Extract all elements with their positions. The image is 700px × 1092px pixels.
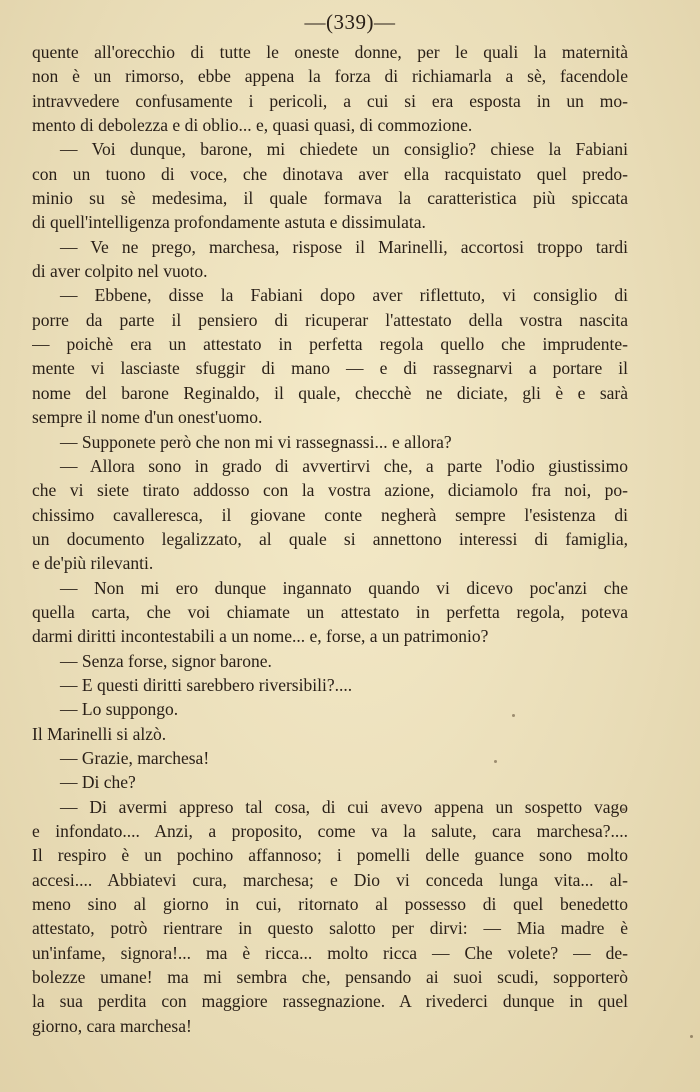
text-line: minio su sè medesima, il quale formava la caratteristica più spiccata [32,188,628,209]
text-line: che vi siete tirato addosso con la vostra azione, diciamolo fra noi, po- [32,480,628,501]
text-line: bolezze umane! ma mi sembra che, pensando ai suoi scudi, sopporterò [32,967,628,988]
text-line: sempre il nome d'un onest'uomo. [32,407,263,428]
text-line: e infondato.... Anzi, a proposito, come va la salute, cara marchesa?.... [32,821,628,841]
text-line: e de'più rilevanti. [32,553,154,574]
text-line: chissimo cavalleresca, il giovane conte negherà sempre l'esistenza di [32,504,628,525]
text-line: mente vi lasciaste sfuggir di mano — e di rassegnarvi a portare il [32,358,628,379]
text-line: un'infame, signora!... ma è ricca... molto ricca — Che volete? — de- [32,942,628,963]
text-line: — E questi diritti sarebbero riversibili?.... [60,674,353,695]
text-line: — Di avermi appreso tal cosa, di cui avevo appena un sospetto vago [60,796,628,817]
page-number: —(339)— [304,10,396,34]
text-line: — Senza forse, signor barone. [60,650,272,671]
text-line: attestato, potrò rientrare in questo salotto per dirvi: — Mia madre è [32,918,628,939]
text-line: nome del barone Reginaldo, il quale, checchè ne diciate, gli è e sarà [32,382,628,403]
text-line: — Lo suppongo. [60,699,179,720]
text-line: Il respiro è un pochino affannoso; i pomelli delle guance sono molto [32,845,628,866]
text-line: intravvedere confusamente i pericoli, a cui si era esposta in un mo- [32,90,628,111]
text-line: la sua perdita con maggiore rassegnazione. A rivederci dunque in quel [32,991,628,1012]
text-line: mento di debolezza e di oblio... e, quasi quasi, di commozione. [32,115,473,136]
paper-speck [494,760,497,763]
text-line: quella carta, che voi chiamate un attestato in perfetta regola, poteva [32,601,628,622]
text-line: accesi.... Abbiatevi cura, marchesa; e Dio vi conceda lunga vita... al- [32,869,628,890]
text-line: — Di che? [60,772,136,793]
text-line: — Ebbene, disse la Fabiani dopo aver riflettuto, vi consiglio di [60,285,628,306]
text-line: Il Marinelli si alzò. [32,723,167,744]
text-line: — Grazie, marchesa! [60,747,210,768]
text-line: — poichè era un attestato in perfetta regola quello che imprudente- [32,334,628,355]
text-line: di quell'intelligenza profondamente astuta e dissimulata. [32,212,426,233]
text-line: — Allora sono in grado di avvertirvi che, a parte l'odio giustissimo [60,455,628,476]
text-line: — Voi dunque, barone, mi chiedete un consiglio? chiese la Fabiani [60,139,628,160]
paper-speck [512,714,515,717]
text-line: — Ve ne prego, marchesa, rispose il Marinelli, accortosi troppo tardi [60,236,628,257]
paper-speck [622,808,625,811]
text-line: porre da parte il pensiero di ricuperar l'attestato della vostra nascita [32,309,628,330]
text-line: con un tuono di voce, che dinotava aver ella racquistato quel predo- [32,163,628,184]
text-line: — Non mi ero dunque ingannato quando vi dicevo poc'anzi che [60,577,628,598]
paper-speck [690,1035,693,1038]
text-line: darmi diritti incontestabili a un nome... e, forse, a un patrimonio? [32,626,489,647]
text-line: quente all'orecchio di tutte le oneste donne, per le quali la maternità [32,42,628,62]
text-line: — Supponete però che non mi vi rassegnassi... e allora? [60,431,452,452]
text-line: di aver colpito nel vuoto. [32,261,208,282]
text-line: un documento legalizzato, al quale si annettono interessi di famiglia, [32,528,628,549]
text-line: giorno, cara marchesa! [32,1015,192,1036]
text-line: non è un rimorso, ebbe appena la forza di richiamarla a sè, facendole [32,66,628,87]
body-text [32,40,628,1038]
text-line: meno sino al giorno in cui, ritornato al possesso di quel benedetto [32,894,628,915]
